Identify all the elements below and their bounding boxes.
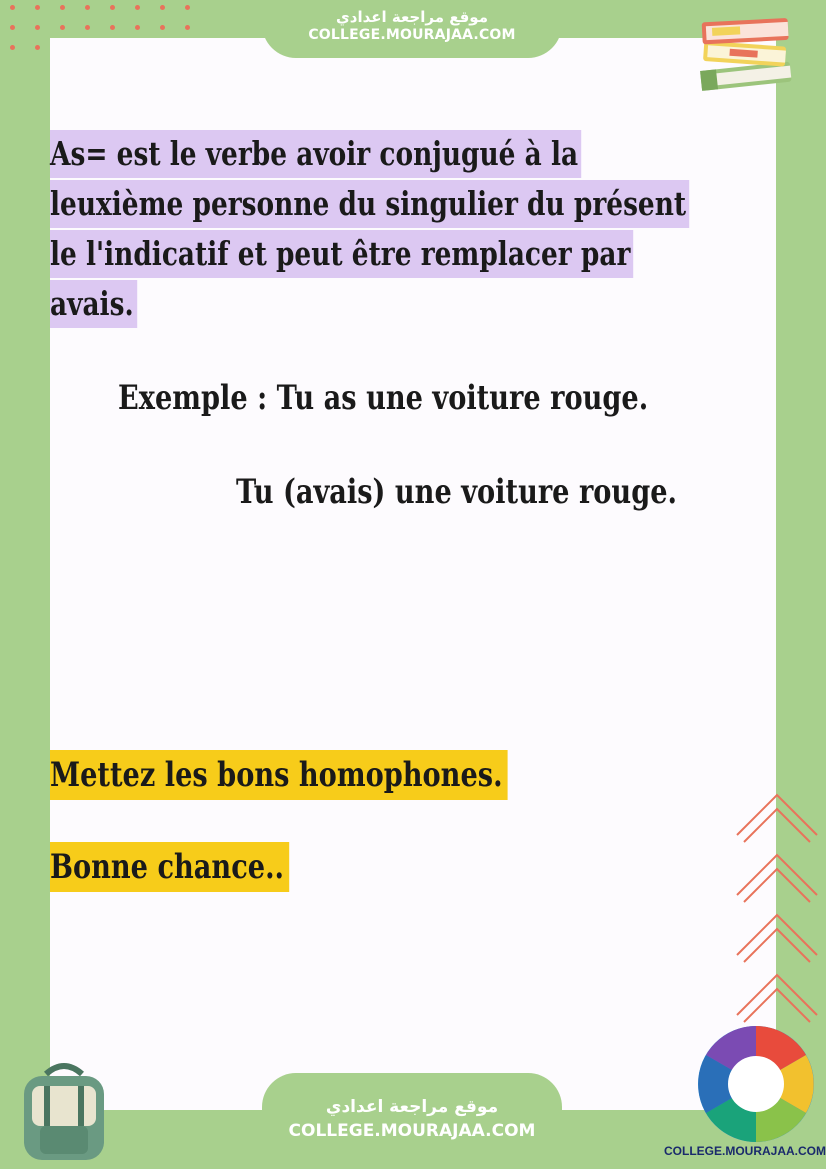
definition-line-1: As= est le verbe avoir conjugué à la <box>50 130 581 178</box>
chevrons-icon <box>732 790 822 1030</box>
definition-line-4: avais. <box>50 280 137 328</box>
footer-logo-text: COLLEGE.MOURAJAA.COM <box>664 1144 826 1158</box>
example-line-2: Tu (avais) une voiture rouge. <box>236 472 677 512</box>
closing-text: Bonne chance.. <box>50 842 289 892</box>
footer-banner <box>262 1073 562 1169</box>
books-icon <box>694 8 802 98</box>
definition-line-3: le l'indicatif et peut être remplacer par <box>50 230 634 278</box>
site-url[interactable]: COLLEGE.MOURAJAA.COM <box>308 27 516 43</box>
definition-line-2: leuxième personne du singulier du présent <box>50 180 689 228</box>
school-wheel-logo-icon <box>694 1022 818 1146</box>
example-line-1: Exemple : Tu as une voiture rouge. <box>118 378 649 418</box>
footer-site-name-arabic: موقع مراجعة اعدادي <box>325 1097 499 1117</box>
footer-site-url[interactable]: COLLEGE.MOURAJAA.COM <box>288 1121 536 1141</box>
site-name-arabic: موقع مراجعة اعدادي <box>336 8 488 26</box>
instruction-heading: Mettez les bons homophones. <box>50 750 507 800</box>
backpack-icon <box>14 1056 114 1164</box>
header-banner <box>262 0 562 58</box>
